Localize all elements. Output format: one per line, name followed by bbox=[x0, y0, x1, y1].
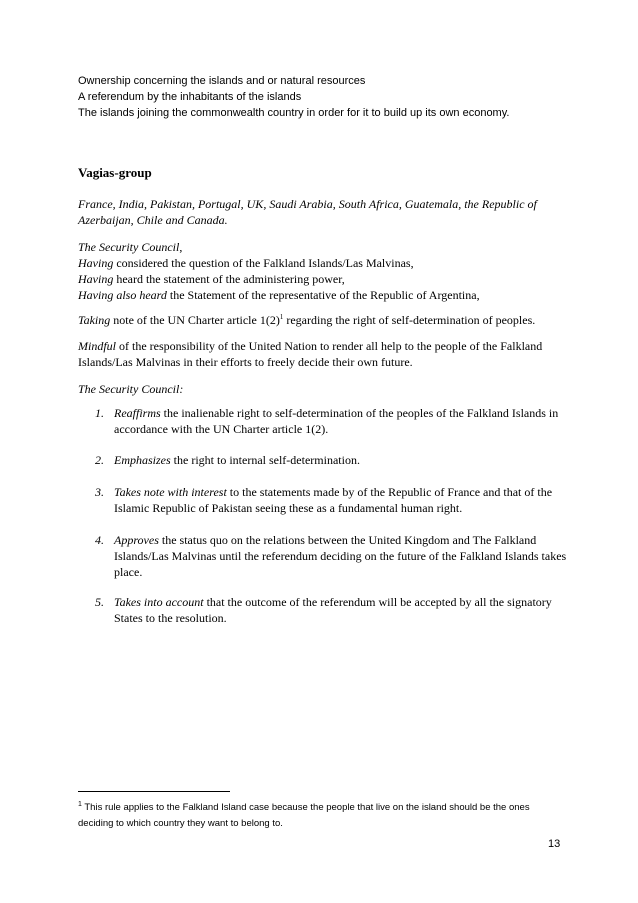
clause-body bbox=[114, 594, 562, 626]
clause-number: 3. bbox=[95, 485, 104, 499]
clause-verb: Taking bbox=[78, 313, 111, 327]
mindful-line bbox=[78, 338, 548, 354]
clause-verb: Reaffirms bbox=[114, 406, 161, 420]
clause-text: of the responsibility of the United Nation to render all help to the people of the Falkland bbox=[116, 339, 543, 353]
clause-body bbox=[114, 484, 562, 516]
mindful-line: Islands/Las Malvinas in their efforts to freely decide their own future. bbox=[78, 355, 413, 369]
clause-text: the status quo on the relations between the United Kingdom and The Falkland bbox=[158, 533, 537, 547]
council-operative-title: The Security Council: bbox=[78, 382, 184, 396]
footnote-separator bbox=[78, 791, 230, 792]
council-name: The Security Council bbox=[78, 240, 180, 254]
intro-line: The islands joining the commonwealth country in order for it to build up its own economy. bbox=[78, 107, 510, 119]
clause-line: accordance with the UN Charter article 1(2). bbox=[114, 422, 329, 436]
clause-verb: Mindful bbox=[78, 339, 116, 353]
clause-verb: Takes into account bbox=[114, 595, 204, 609]
clause-body bbox=[114, 452, 562, 468]
group-members bbox=[78, 196, 548, 228]
clause-text: note of the UN Charter article 1(2) bbox=[110, 313, 280, 327]
clause-body bbox=[114, 405, 562, 437]
clause-line bbox=[114, 594, 562, 610]
members-line: France, India, Pakistan, Portugal, UK, Saudi Arabia, South Africa, Guatemala, the Republic of bbox=[78, 197, 537, 211]
intro-line: A referendum by the inhabitants of the islands bbox=[78, 91, 302, 103]
footnote-line: deciding to which country they want to belong to. bbox=[78, 818, 283, 829]
intro-list bbox=[78, 73, 548, 121]
clause-line bbox=[114, 405, 562, 421]
footnote-text: This rule applies to the Falkland Island case because the people that live on the island should be the ones bbox=[81, 802, 530, 813]
clause-line bbox=[114, 532, 562, 548]
clause-text: heard the statement of the administering power, bbox=[113, 272, 345, 286]
clause-verb: Having bbox=[78, 256, 114, 270]
preamble-clause bbox=[78, 287, 548, 303]
clause-text: the Statement of the representative of the Republic of Argentina, bbox=[166, 288, 480, 302]
clause-number: 4. bbox=[95, 533, 104, 547]
clause-line bbox=[114, 452, 562, 468]
clause-number: 2. bbox=[95, 453, 104, 467]
clause-text: the inalienable right to self-determination of the peoples of the Falkland Islands in bbox=[160, 406, 559, 420]
clause-text: regarding the right of self-determination of peoples. bbox=[283, 313, 536, 327]
preamble-clause bbox=[78, 271, 548, 287]
clause-verb: Takes note with interest bbox=[114, 485, 227, 499]
taking-line bbox=[78, 312, 548, 328]
footnote-line bbox=[78, 800, 568, 816]
clause-verb: Approves bbox=[114, 533, 159, 547]
page-number: 13 bbox=[548, 838, 561, 850]
clause-verb: Emphasizes bbox=[114, 453, 171, 467]
clause-number: 5. bbox=[95, 595, 104, 609]
clause-line: States to the resolution. bbox=[114, 611, 227, 625]
preamble-clause bbox=[78, 255, 548, 271]
preamble-block bbox=[78, 239, 548, 303]
clause-verb: Having bbox=[78, 272, 114, 286]
clause-text: to the statements made by of the Republic of France and that of the bbox=[226, 485, 553, 499]
group-heading: Vagias-group bbox=[78, 165, 152, 180]
footnote-marker: 1 bbox=[78, 800, 82, 808]
clause-text: considered the question of the Falkland Islands/Las Malvinas, bbox=[113, 256, 414, 270]
clause-text: the right to internal self-determination. bbox=[170, 453, 360, 467]
clause-line: place. bbox=[114, 565, 143, 579]
clause-verb: Having also heard bbox=[78, 288, 167, 302]
council-comma: , bbox=[179, 240, 183, 254]
footnote bbox=[78, 800, 568, 832]
taking-clause bbox=[78, 312, 548, 328]
clause-line bbox=[114, 484, 562, 500]
intro-line: Ownership concerning the islands and or natural resources bbox=[78, 75, 366, 87]
clause-body bbox=[114, 532, 567, 580]
footnote-ref: 1 bbox=[279, 313, 284, 321]
mindful-clause bbox=[78, 338, 548, 370]
clause-line: Islands/Las Malvinas until the referendum deciding on the future of the Falkland Islands takes bbox=[114, 549, 567, 563]
members-line: Azerbaijan, Chile and Canada. bbox=[78, 213, 228, 227]
clause-number: 1. bbox=[95, 406, 104, 420]
clause-line: Islamic Republic of Pakistan seeing these as a fundamental human right. bbox=[114, 501, 463, 515]
council-title bbox=[78, 239, 548, 255]
clause-text: that the outcome of the referendum will be accepted by all the signatory bbox=[203, 595, 552, 609]
